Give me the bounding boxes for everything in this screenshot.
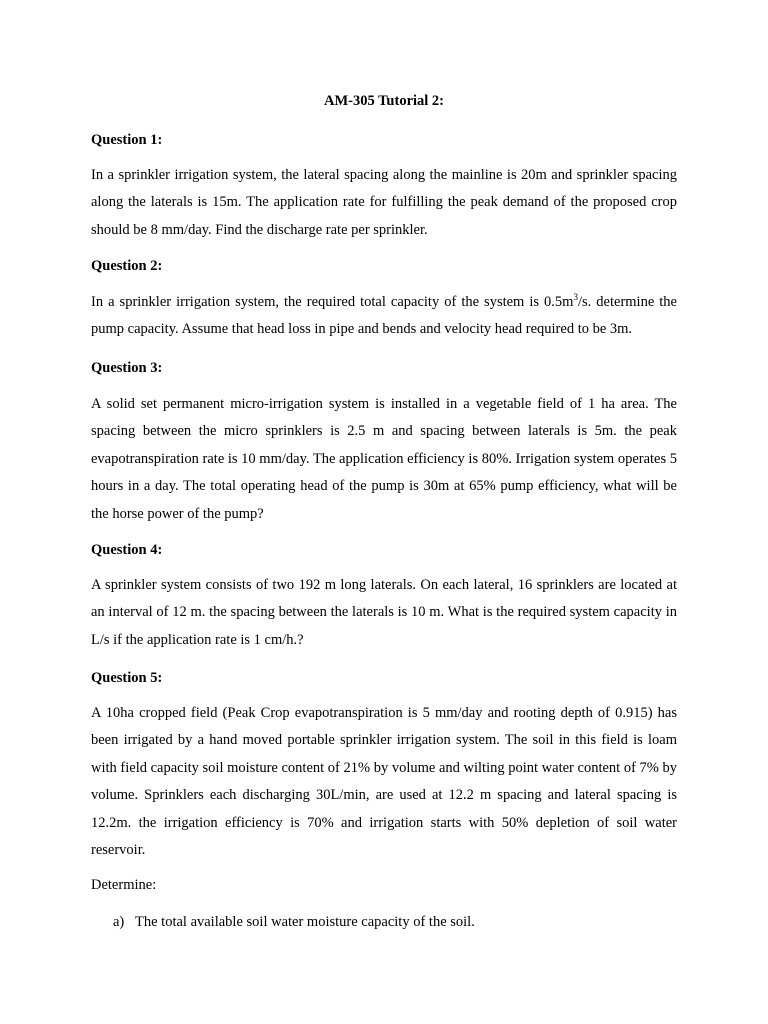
list-item-label: a) — [113, 914, 125, 930]
question-5-heading: Question 5: — [91, 670, 163, 686]
question-2-text-part-2: /s. determine the pump capacity. Assume that head loss in pipe and bends and velocity head required to be 3m. — [91, 294, 677, 338]
question-4-text: A sprinkler system consists of two 192 m long laterals. On each lateral, 16 sprinklers are located at an interval of 12 m. the spacing between the laterals is 10 m. What is the required system capacity in L/s if the application rate is 1 cm/h.? — [91, 577, 677, 648]
question-2-superscript: 3 — [573, 292, 578, 303]
question-3-heading: Question 3: — [91, 360, 163, 376]
question-1-heading: Question 1: — [91, 132, 163, 148]
question-3-text: A solid set permanent micro-irrigation system is installed in a vegetable field of 1 ha area. The spacing between the micro sprinklers is 2.5 m and spacing between laterals is 5m. the peak evapotranspiration rate is 10 mm/day. The application efficiency is 80%. Irrigation system operates 5 hours in a day. The total operating head of the pump is 30m at 65% pump efficiency, what will be the horse power of the pump? — [91, 396, 678, 522]
question-2-text — [91, 289, 677, 344]
page-title: AM-305 Tutorial 2: — [323, 93, 445, 109]
question-2-heading: Question 2: — [91, 258, 163, 274]
question-1-text: In a sprinkler irrigation system, the lateral spacing along the mainline is 20m and sprinkler spacing along the laterals is 15m. The application rate for fulfilling the peak demand of the proposed crop should be 8 mm/day. Find the discharge rate per sprinkler. — [91, 167, 677, 238]
list-item-text: The total available soil water moisture capacity of the soil. — [135, 914, 475, 930]
list-item — [113, 914, 475, 931]
question-2-text-part-1: In a sprinkler irrigation system, the required total capacity of the system is 0.5m — [91, 294, 574, 310]
question-5-text: A 10ha cropped field (Peak Crop evapotranspiration is 5 mm/day and rooting depth of 0.915) has been irrigated by a hand moved portable sprinkler irrigation system. The soil in this field is loam with field capacity soil moisture content of 21% by volume and wilting point water content of 7% by volume. Sprinklers each discharging 30L/min, are used at 12.2 m spacing and lateral spacing is 12.2m. the irrigation efficiency is 70% and irrigation starts with 50% depletion of soil water reservoir. — [91, 705, 677, 859]
question-4-heading: Question 4: — [91, 542, 163, 558]
determine-label: Determine: — [91, 877, 157, 893]
